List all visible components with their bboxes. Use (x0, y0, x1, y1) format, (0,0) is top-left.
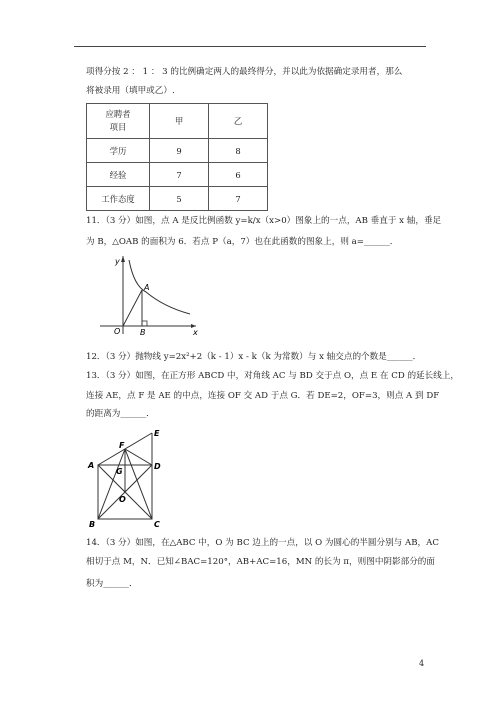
q12-line-1: 12．（3 分）抛物线 y=2x²+2（k - 1）x - k（k 为常数）与 x 轴交点的个数是______． (86, 352, 422, 362)
right-angle-mark (142, 321, 147, 326)
q11-line-1: 11．（3 分）如图，点 A 是反比例函数 y=k/x（x>0）图象上的一点，AB 垂直于 x 轴，垂足 (86, 216, 442, 226)
table-header-corner (87, 104, 150, 139)
q14-line-1: 14．（3 分）如图，在△ABC 中，O 为 BC 边上的一点，以 O 为圆心的半圆分别与 AB，AC (86, 538, 439, 548)
row-item: 经验 (87, 163, 150, 187)
page-number: 4 (419, 659, 425, 668)
label-y: y (115, 257, 120, 266)
q13-figure (86, 427, 166, 529)
label-g: G (116, 467, 123, 476)
table-row (87, 163, 268, 187)
segment-fd (125, 449, 152, 465)
label-a: A (88, 461, 95, 470)
segment-fb (98, 449, 125, 519)
row-score-a: 5 (150, 187, 209, 211)
label-o: O (119, 495, 126, 504)
label-b: B (89, 520, 96, 529)
row-score-b: 7 (209, 187, 268, 211)
header-rule (74, 46, 426, 47)
q13-line-1: 13．（3 分）如图，在正方形 ABCD 中，对角线 AC 与 BD 交于点 O，点 E 在 CD 的延长线上， (86, 371, 460, 381)
q13-line-3: 的距离为______． (86, 409, 155, 419)
header-item: 项目 (109, 122, 127, 132)
row-item: 工作态度 (87, 187, 150, 211)
header-col-b: 乙 (209, 104, 268, 139)
intro-line-2: 将被录用（填甲或乙）. (86, 86, 175, 96)
q11-line-2: 为 B，△OAB 的面积为 6．若点 P（a，7）也在此函数的图象上，则 a=______． (86, 237, 399, 247)
row-score-b: 6 (209, 163, 268, 187)
table-header-row (87, 104, 268, 139)
segment-oa (123, 290, 142, 326)
label-x: x (193, 328, 198, 336)
header-col-a: 甲 (150, 104, 209, 139)
q11-figure (96, 252, 200, 336)
label-a: A (144, 283, 150, 292)
row-item: 学历 (87, 139, 150, 163)
q14-line-3: 积为______． (86, 579, 138, 589)
table-row (87, 187, 268, 211)
label-d: D (154, 462, 161, 471)
label-o: O (114, 327, 121, 336)
q14-line-2: 相切于点 M，N．已知∠BAC=120°，AB+AC=16，MN 的长为 π，则图中阴影部分的面 (86, 557, 435, 567)
intro-line-1: 项得分按 2 ： 1 ： 3 的比例确定两人的最终得分，并以此为依据确定录用者，那么 (86, 67, 403, 77)
y-axis-arrow (121, 256, 125, 262)
hyperbola-curve (129, 260, 190, 314)
row-score-b: 8 (209, 139, 268, 163)
table-row (87, 139, 268, 163)
header-applicant: 应聘者 (105, 109, 131, 119)
label-f: F (119, 441, 125, 450)
row-score-a: 7 (150, 163, 209, 187)
label-e: E (154, 429, 160, 438)
row-score-a: 9 (150, 139, 209, 163)
label-c: C (154, 520, 160, 529)
label-b: B (140, 328, 146, 336)
score-table (86, 103, 268, 211)
segment-fc (125, 449, 152, 519)
q13-line-2: 连接 AE，点 F 是 AE 的中点，连接 OF 交 AD 于点 G．若 DE=2，OF=3，则点 A 到 DF (86, 391, 440, 401)
